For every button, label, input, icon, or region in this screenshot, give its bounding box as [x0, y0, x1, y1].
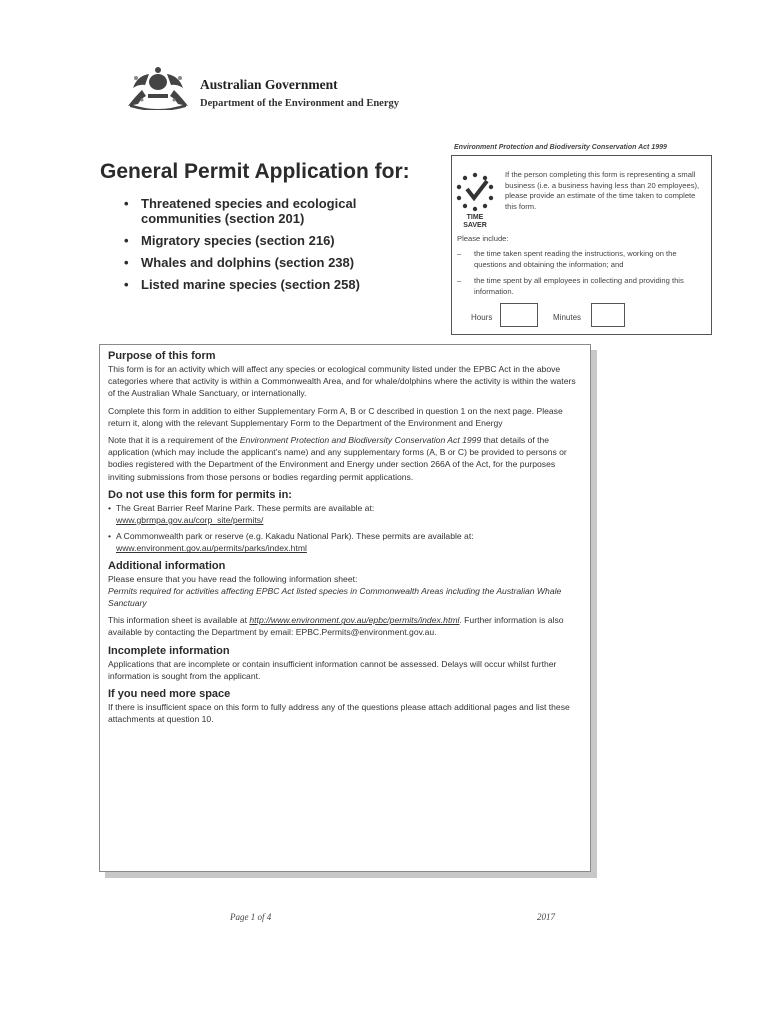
list-item: • Listed marine species (section 258)	[124, 277, 360, 292]
more-space-heading: If you need more space	[108, 688, 231, 701]
hours-label: Hours	[471, 313, 493, 322]
purpose-paragraph-1: This form is for an activity which will affect any species or ecological community listed under the EPBC Act in the above categories where that activity is within a Commonwealth Area, and for whale/dolphins where the activity is within the waters of the Australian Whale Sanctuary, or internationally.	[108, 364, 576, 399]
list-item: • Migratory species (section 216)	[124, 233, 335, 248]
parks-permits-link[interactable]: www.environment.gov.au/permits/parks/index.html	[116, 543, 307, 554]
hours-field[interactable]	[500, 303, 538, 327]
time-saver-list	[457, 249, 709, 303]
panel-shadow	[105, 872, 597, 878]
minutes-label: Minutes	[553, 313, 582, 322]
list-item: • Whales and dolphins (section 238)	[124, 255, 355, 270]
list-item: • The Great Barrier Reef Marine Park. These permits are available at: www.gbrmpa.gov.au/corp_site/permits/	[108, 502, 375, 526]
time-saver-label-1: TIME	[466, 214, 484, 221]
government-name: Australian Government	[200, 77, 338, 92]
page-title: General Permit Application for:	[100, 160, 410, 183]
list-item: • A Commonwealth park or reserve (e.g. Kakadu National Park). These permits are available at: www.environment.gov.au/permits/parks/index.html	[108, 531, 474, 554]
include-label: Please include:	[457, 234, 509, 243]
page-number: Page 1 of 4	[230, 912, 272, 922]
more-space-paragraph: If there is insufficient space on this form to fully address any of the questions please attach additional pages and list these attachments at question 10.	[108, 702, 570, 725]
incomplete-info-heading: Incomplete information	[108, 644, 230, 657]
additional-paragraph-1: Please ensure that you have read the following information sheet: Permits required for activities affecting EPBC Act listed species in Commonwealth Areas including the Australian Whale Sanctuary	[108, 573, 562, 609]
list-item: – the time taken spent reading the instructions, working on the questions and obtaining the information; and	[457, 249, 677, 269]
incomplete-paragraph: Applications that are incomplete or contain insufficient information cannot be assessed. Delays will occur whilst further information is sought from the applicant.	[108, 658, 557, 681]
panel-shadow	[591, 350, 597, 878]
additional-paragraph-2: This information sheet is available at http://www.environment.gov.au/epbc/permits/index.html. Further information is also available by contacting the Department by email: EPBC.Permits@environment.gov.au.	[108, 615, 564, 638]
coat-of-arms-logo	[122, 64, 194, 110]
additional-info-heading: Additional information	[108, 559, 226, 572]
list-item: • Threatened species and ecological communities (section 201)	[124, 196, 357, 226]
do-not-use-heading: Do not use this form for permits in:	[108, 488, 292, 501]
purpose-content	[108, 349, 578, 730]
purpose-paragraph-2: Complete this form in addition to either Supplementary Form A, B or C described in question 1 on the next page. Please return it, along with the relevant Supplementary Form to the Department of the Environment and Energy	[108, 405, 563, 428]
act-reference: Environment Protection and Biodiversity Conservation Act 1999	[454, 144, 667, 151]
time-saver-label-2: SAVER	[463, 222, 487, 229]
epbc-permits-link[interactable]: http://www.environment.gov.au/epbc/permits/index.html	[249, 615, 460, 626]
time-saver-clock-icon	[455, 171, 495, 229]
purpose-paragraph-3: Note that it is a requirement of the Environment Protection and Biodiversity Conservation Act 1999 that details of the application (which may include the applicant's name) and any supplementary forms (A, B or C) be provided to persons or bodies registered with the Department of the Environment and Energy under section 266A of the Act, for the purposes inviting submissions from those persons or bodies regarding permit applications.	[108, 435, 567, 482]
section-list	[120, 196, 440, 299]
time-saver-text: If the person completing this form is representing a small business (i.e. a business having less than 20 employees), please provide an estimate of the time taken to complete this form.	[505, 170, 700, 211]
list-item: – the time spent by all employees in collecting and providing this information.	[457, 276, 684, 296]
footer-year: 2017	[537, 912, 555, 922]
purpose-heading: Purpose of this form	[108, 350, 216, 362]
minutes-field[interactable]	[591, 303, 625, 327]
gbrmpa-link[interactable]: www.gbrmpa.gov.au/corp_site/permits/	[116, 515, 264, 526]
department-name: Department of the Environment and Energy	[200, 98, 400, 109]
